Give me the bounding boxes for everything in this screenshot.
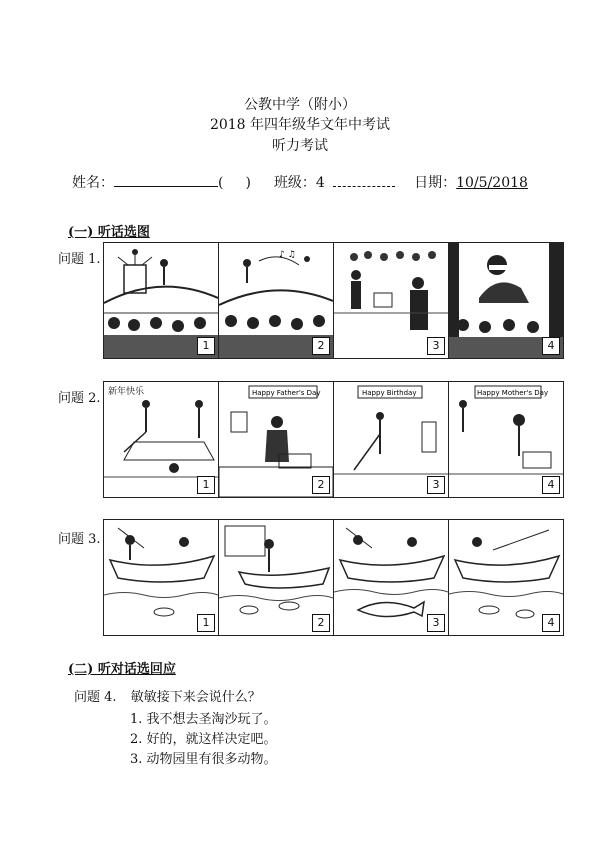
name-label: 姓名： — [72, 175, 114, 191]
q3-panel-1[interactable] — [104, 520, 219, 635]
question-4-prompt: 敏敏接下来会说什么？ — [130, 690, 261, 705]
new-year-scroll — [108, 385, 145, 397]
question-3-picture-strip — [103, 519, 564, 636]
class-label: 班级： — [273, 175, 316, 191]
q2-sign-2: Happy Father's Day — [252, 389, 321, 397]
section-1-title: (一) 听话选图 — [68, 225, 150, 240]
q2-sign-1-char-1: 新年快乐 — [108, 387, 145, 397]
q3-panel-3-number: 3 — [427, 614, 445, 632]
q2-sign-4: Happy Mother's Day — [477, 389, 549, 397]
q1-panel-2-number: 2 — [312, 337, 330, 355]
q2-sign-3: Happy Birthday — [362, 389, 417, 397]
date-value: 10/5/2018 — [456, 175, 528, 191]
seat-paren-open: ( — [218, 175, 224, 191]
q1-panel-1-number: 1 — [197, 337, 215, 355]
q1-panel-4-number: 4 — [542, 337, 560, 355]
question-4-label: 问题 4. — [74, 690, 117, 705]
question-3-label: 问题 3. — [58, 532, 101, 547]
question-2-label: 问题 2. — [58, 391, 101, 406]
name-field[interactable] — [114, 172, 218, 187]
date-label: 日期： — [414, 175, 457, 191]
q3-panel-2-number: 2 — [312, 614, 330, 632]
q3-panel-2[interactable] — [219, 520, 334, 635]
q3-panel-1-number: 1 — [197, 614, 215, 632]
q1-panel-3-number: 3 — [427, 337, 445, 355]
q2-panel-2[interactable] — [219, 382, 334, 497]
svg-text:♪ ♫: ♪ ♫ — [279, 250, 296, 260]
q4-option-1[interactable]: 1. 我不想去圣淘沙玩了。 — [130, 712, 277, 727]
q3-panel-4-number: 4 — [542, 614, 560, 632]
q2-panel-3-number: 3 — [427, 476, 445, 494]
q4-option-3[interactable]: 3. 动物园里有很多动物。 — [130, 752, 277, 767]
seat-paren-close: ) — [245, 175, 251, 191]
exam-title: 2018 年四年级华文年中考试 — [209, 117, 391, 133]
q1-panel-1[interactable] — [104, 243, 219, 358]
paper-title: 听力考试 — [272, 138, 328, 154]
q3-panel-4[interactable] — [449, 520, 563, 635]
q2-panel-4[interactable] — [449, 382, 563, 497]
class-value: 4 — [315, 175, 325, 191]
class-field[interactable] — [333, 172, 395, 187]
q1-panel-4[interactable] — [449, 243, 563, 358]
q3-panel-3[interactable] — [334, 520, 449, 635]
q2-panel-1-number: 1 — [197, 476, 215, 494]
q4-option-2[interactable]: 2. 好的，就这样决定吧。 — [130, 732, 277, 747]
question-4 — [74, 686, 261, 705]
q1-panel-2[interactable] — [219, 243, 334, 358]
school-name: 公教中学（附小） — [244, 97, 356, 113]
question-2-picture-strip — [103, 381, 564, 498]
section-2-title: (二) 听对话选回应 — [68, 662, 176, 677]
q2-panel-1[interactable] — [104, 382, 219, 497]
question-1-label: 问题 1. — [58, 252, 101, 267]
q2-panel-3[interactable] — [334, 382, 449, 497]
q1-panel-3[interactable] — [334, 243, 449, 358]
question-1-picture-strip — [103, 242, 564, 359]
student-info-line — [72, 172, 528, 192]
q2-panel-2-number: 2 — [312, 476, 330, 494]
q2-panel-4-number: 4 — [542, 476, 560, 494]
